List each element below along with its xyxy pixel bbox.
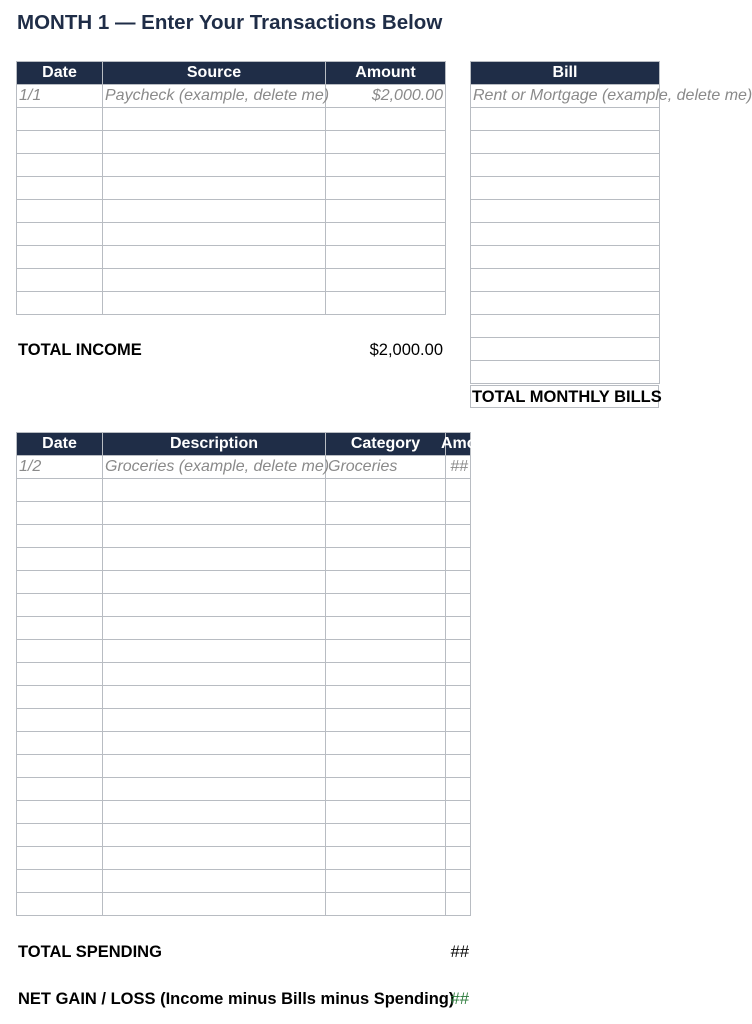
income-cell[interactable]: 1/1: [17, 85, 103, 108]
spending-row: [17, 709, 471, 732]
income-row: [17, 131, 446, 154]
spending-cell[interactable]: [103, 617, 326, 640]
spending-row: [17, 663, 471, 686]
spending-cell[interactable]: [103, 479, 326, 502]
income-row: [17, 85, 446, 108]
spending-cell[interactable]: [103, 870, 326, 893]
spending-row: [17, 502, 471, 525]
spending-cell[interactable]: [17, 686, 103, 709]
spending-cell[interactable]: [446, 525, 471, 548]
income-row: [17, 292, 446, 315]
income-table: [16, 61, 446, 315]
spending-cell[interactable]: [446, 732, 471, 755]
spending-cell[interactable]: ##: [446, 456, 471, 479]
spending-cell[interactable]: [17, 709, 103, 732]
spending-cell[interactable]: [326, 824, 446, 847]
total-monthly-bills-label: TOTAL MONTHLY BILLS: [470, 385, 659, 408]
spending-cell[interactable]: [17, 571, 103, 594]
net-gain-loss-label: NET GAIN / LOSS (Income minus Bills minus Spending): [18, 990, 455, 1008]
spending-cell[interactable]: [17, 548, 103, 571]
spending-cell[interactable]: [326, 801, 446, 824]
spending-cell[interactable]: [326, 663, 446, 686]
bill-cell[interactable]: [471, 108, 660, 131]
spending-cell[interactable]: [326, 732, 446, 755]
spending-cell[interactable]: [103, 801, 326, 824]
income-cell[interactable]: [326, 292, 446, 315]
income-cell[interactable]: [103, 292, 326, 315]
income-cell[interactable]: [17, 269, 103, 292]
spending-cell[interactable]: [103, 709, 326, 732]
spending-cell[interactable]: [326, 778, 446, 801]
bill-row: [471, 361, 660, 384]
spending-cell[interactable]: [103, 686, 326, 709]
income-cell[interactable]: [17, 108, 103, 131]
income-row: [17, 154, 446, 177]
income-cell[interactable]: [17, 200, 103, 223]
bill-row: [471, 292, 660, 315]
income-cell[interactable]: $2,000.00: [326, 85, 446, 108]
income-row: [17, 223, 446, 246]
spending-cell[interactable]: [446, 571, 471, 594]
total-spending-value[interactable]: ##: [450, 943, 469, 961]
spending-cell[interactable]: [446, 502, 471, 525]
spending-cell[interactable]: [446, 594, 471, 617]
spending-cell[interactable]: [103, 778, 326, 801]
spending-row: [17, 456, 471, 479]
spending-row: [17, 755, 471, 778]
bill-cell[interactable]: [471, 338, 660, 361]
bill-row: [471, 269, 660, 292]
income-cell[interactable]: [17, 131, 103, 154]
income-cell[interactable]: [326, 269, 446, 292]
spending-cell[interactable]: [326, 548, 446, 571]
bills-header-bill[interactable]: Bill: [471, 62, 660, 85]
income-row: [17, 246, 446, 269]
spending-row: [17, 548, 471, 571]
bill-cell[interactable]: [471, 246, 660, 269]
spending-row: [17, 732, 471, 755]
income-cell[interactable]: [326, 131, 446, 154]
income-header-date[interactable]: Date: [17, 62, 103, 85]
income-header-amount[interactable]: Amount: [326, 62, 446, 85]
spending-cell[interactable]: [103, 824, 326, 847]
page-title: MONTH 1 — Enter Your Transactions Below: [17, 11, 443, 34]
spending-cell[interactable]: [103, 640, 326, 663]
spending-cell[interactable]: [326, 640, 446, 663]
income-cell[interactable]: [326, 246, 446, 269]
spending-cell[interactable]: [17, 525, 103, 548]
spending-cell[interactable]: Groceries (example, delete me): [103, 456, 326, 479]
spending-cell[interactable]: [446, 778, 471, 801]
spending-row: [17, 847, 471, 870]
income-cell[interactable]: [17, 154, 103, 177]
income-cell[interactable]: [103, 246, 326, 269]
spending-cell[interactable]: [446, 893, 471, 916]
spending-cell[interactable]: [17, 617, 103, 640]
bill-cell[interactable]: [471, 154, 660, 177]
income-cell[interactable]: [326, 177, 446, 200]
bill-cell[interactable]: [471, 200, 660, 223]
total-income-value[interactable]: $2,000.00: [369, 341, 443, 359]
net-gain-loss-value[interactable]: ##: [450, 990, 469, 1008]
spending-cell[interactable]: [446, 709, 471, 732]
income-cell[interactable]: [17, 246, 103, 269]
spending-row: [17, 640, 471, 663]
bill-cell[interactable]: [471, 361, 660, 384]
income-cell[interactable]: [103, 108, 326, 131]
spending-cell[interactable]: [17, 893, 103, 916]
spending-cell[interactable]: [17, 502, 103, 525]
spending-cell[interactable]: [17, 663, 103, 686]
income-row: [17, 200, 446, 223]
spending-cell[interactable]: [103, 571, 326, 594]
bill-row: [471, 246, 660, 269]
income-cell[interactable]: [326, 154, 446, 177]
spending-cell[interactable]: [326, 755, 446, 778]
spending-cell[interactable]: [446, 479, 471, 502]
bill-row: [471, 108, 660, 131]
bill-row: [471, 200, 660, 223]
bills-table: [470, 61, 752, 384]
income-cell[interactable]: [103, 200, 326, 223]
spending-cell[interactable]: [326, 847, 446, 870]
spending-cell[interactable]: [326, 479, 446, 502]
spending-row: [17, 686, 471, 709]
spending-row: [17, 778, 471, 801]
bill-row: [471, 154, 660, 177]
spending-cell[interactable]: [446, 847, 471, 870]
income-cell[interactable]: [17, 292, 103, 315]
income-cell[interactable]: [103, 131, 326, 154]
spending-row: [17, 893, 471, 916]
income-cell[interactable]: [103, 223, 326, 246]
bill-cell[interactable]: [471, 177, 660, 200]
spending-cell[interactable]: [326, 502, 446, 525]
income-row: [17, 108, 446, 131]
bill-row: [471, 177, 660, 200]
spending-cell[interactable]: [326, 525, 446, 548]
spending-cell[interactable]: [103, 594, 326, 617]
spending-cell[interactable]: [446, 870, 471, 893]
spending-cell[interactable]: [326, 709, 446, 732]
bill-cell[interactable]: [471, 223, 660, 246]
spending-row: [17, 801, 471, 824]
spending-cell[interactable]: [17, 732, 103, 755]
spending-cell[interactable]: [446, 824, 471, 847]
spending-header-category[interactable]: Category: [326, 433, 446, 456]
income-cell[interactable]: [17, 223, 103, 246]
bill-row: [471, 315, 660, 338]
spending-cell[interactable]: [17, 755, 103, 778]
spending-cell[interactable]: [103, 893, 326, 916]
spending-cell[interactable]: [17, 847, 103, 870]
spending-cell[interactable]: [446, 617, 471, 640]
spending-cell[interactable]: 1/2: [17, 456, 103, 479]
spending-row: [17, 571, 471, 594]
spending-cell[interactable]: Groceries: [326, 456, 446, 479]
income-cell[interactable]: [103, 154, 326, 177]
spending-cell[interactable]: [446, 686, 471, 709]
spending-cell[interactable]: [446, 801, 471, 824]
income-cell[interactable]: [326, 200, 446, 223]
spending-row: [17, 525, 471, 548]
spending-cell[interactable]: [17, 594, 103, 617]
spending-cell[interactable]: [17, 824, 103, 847]
income-cell[interactable]: Paycheck (example, delete me): [103, 85, 326, 108]
bill-row: [471, 338, 660, 361]
bill-row: [471, 223, 660, 246]
income-cell[interactable]: [326, 108, 446, 131]
bill-cell[interactable]: [471, 269, 660, 292]
spending-cell[interactable]: [326, 686, 446, 709]
spending-cell[interactable]: [103, 525, 326, 548]
spending-cell[interactable]: [103, 502, 326, 525]
spending-cell[interactable]: [103, 755, 326, 778]
spending-cell[interactable]: [103, 663, 326, 686]
spending-row: [17, 617, 471, 640]
spending-cell[interactable]: [446, 548, 471, 571]
spending-cell[interactable]: [103, 847, 326, 870]
bill-row: [471, 85, 660, 108]
total-spending-label: TOTAL SPENDING: [18, 943, 162, 961]
spending-cell[interactable]: [103, 548, 326, 571]
bill-cell[interactable]: [471, 292, 660, 315]
spending-row: [17, 479, 471, 502]
spending-cell[interactable]: [326, 594, 446, 617]
bill-cell[interactable]: [471, 131, 660, 154]
income-cell[interactable]: [103, 269, 326, 292]
income-row: [17, 177, 446, 200]
spending-header-amount[interactable]: Amount: [446, 433, 471, 456]
spending-row: [17, 594, 471, 617]
spending-cell[interactable]: [326, 617, 446, 640]
income-header-source[interactable]: Source: [103, 62, 326, 85]
spending-cell[interactable]: [17, 479, 103, 502]
bill-cell[interactable]: [471, 315, 660, 338]
spending-header-date[interactable]: Date: [17, 433, 103, 456]
spending-cell[interactable]: [446, 640, 471, 663]
income-row: [17, 269, 446, 292]
spending-cell[interactable]: [17, 801, 103, 824]
spending-header-description[interactable]: Description: [103, 433, 326, 456]
income-cell[interactable]: [103, 177, 326, 200]
spending-cell[interactable]: [326, 571, 446, 594]
total-income-label: TOTAL INCOME: [18, 341, 142, 359]
income-cell[interactable]: [17, 177, 103, 200]
spending-cell[interactable]: [446, 663, 471, 686]
spending-cell[interactable]: [446, 755, 471, 778]
spending-row: [17, 824, 471, 847]
spending-cell[interactable]: [17, 640, 103, 663]
spending-cell[interactable]: [17, 870, 103, 893]
spending-table: [16, 432, 502, 916]
bill-cell[interactable]: Rent or Mortgage (example, delete me): [471, 85, 660, 108]
spending-cell[interactable]: [17, 778, 103, 801]
spending-cell[interactable]: [326, 893, 446, 916]
bill-row: [471, 131, 660, 154]
spending-cell[interactable]: [326, 870, 446, 893]
spending-row: [17, 870, 471, 893]
spending-cell[interactable]: [103, 732, 326, 755]
income-cell[interactable]: [326, 223, 446, 246]
